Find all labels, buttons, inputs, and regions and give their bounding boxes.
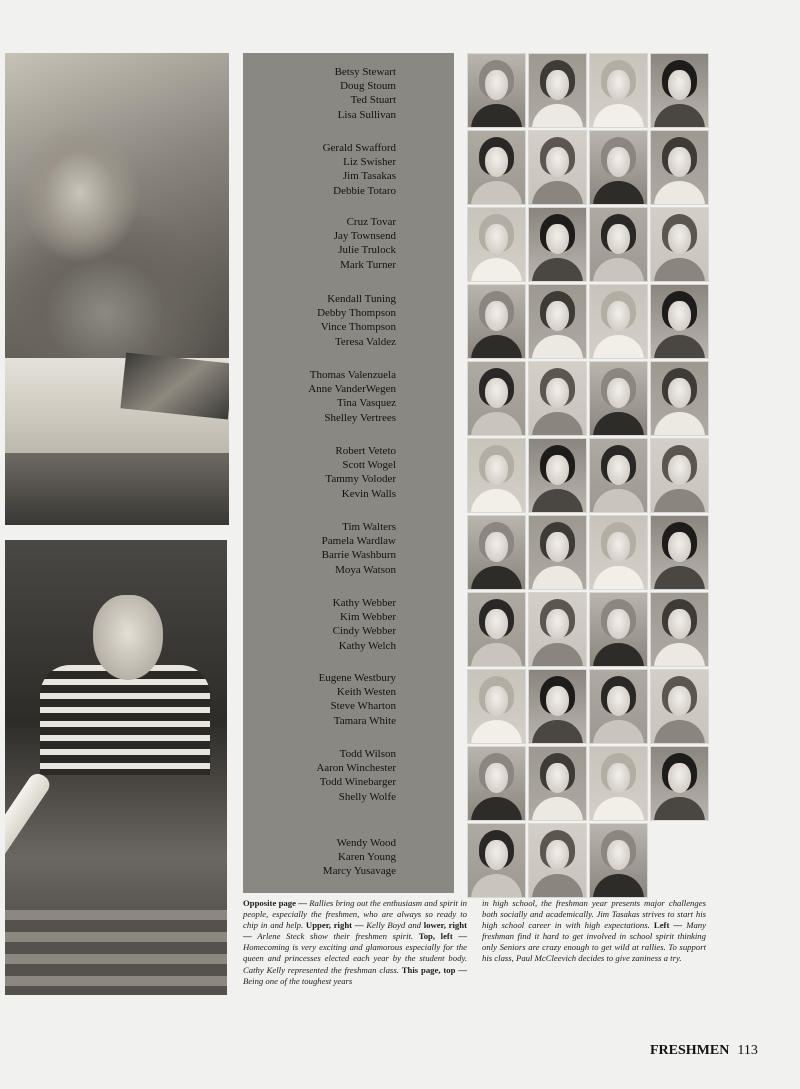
name-group — [333, 596, 396, 653]
student-name: Karen Young — [337, 851, 396, 864]
caption-lead: Opposite page — — [243, 898, 310, 908]
portrait-grid — [467, 53, 710, 893]
student-portrait — [650, 746, 709, 821]
student-name: Tina Vasquez — [337, 397, 396, 410]
caption-text: Homecoming is very exciting and glamorous especially for the queen and princesses elected each year by the student body. Cathy Kelly represented the freshman class. — [243, 942, 467, 975]
bench — [5, 910, 227, 995]
caption-text: Many freshman find it hard to get involved in school spirit thinking only Seniors are crazy enough to get wild at rallies. To support his class, Paul McCleevich decides to give zaniness a try. — [482, 920, 706, 964]
student-portrait — [589, 284, 648, 359]
name-group — [334, 215, 396, 272]
caption-text: Rallies bring out the enthusiasm and spirit in people, especially the freshmen, who are always so ready to chip in and help. — [243, 898, 467, 931]
name-group — [322, 520, 396, 577]
student-portrait — [650, 592, 709, 667]
striped-shirt — [40, 665, 210, 775]
student-name: Kim Webber — [339, 611, 396, 624]
student-name: Wendy Wood — [336, 837, 396, 849]
student-name: Betsy Stewart — [334, 66, 396, 78]
student-portrait — [528, 438, 587, 513]
student-portrait — [528, 53, 587, 128]
student-name: Shelley Vertrees — [324, 411, 396, 424]
caption-text: Being one of the toughest years — [243, 975, 353, 986]
student-name: Anne VanderWegen — [308, 383, 396, 396]
student-name: Shelly Wolfe — [338, 790, 396, 803]
student-name: Keith Westen — [336, 686, 396, 699]
floor — [5, 453, 229, 525]
student-name: Gerald Swafford — [322, 142, 396, 154]
student-name: Kendall Tuning — [327, 293, 396, 305]
caption-lead: Top, left — — [418, 931, 468, 942]
name-group — [316, 747, 396, 804]
name-group — [323, 836, 396, 879]
student-portrait — [650, 669, 709, 744]
student-portrait — [528, 284, 587, 359]
student-portrait — [467, 746, 526, 821]
student-name: Mark Turner — [340, 258, 396, 271]
student-portrait — [650, 207, 709, 282]
student-name: Teresa Valdez — [334, 335, 396, 348]
student-name: Debby Thompson — [317, 307, 396, 320]
caption-text: in high school, the freshman year presents major challenges both socially and academically. Jim Tasakas strives to start his high school career in with high expectations. — [482, 898, 706, 931]
book — [120, 353, 229, 420]
student-name: Cindy Webber — [332, 625, 396, 638]
page-number: 113 — [737, 1043, 758, 1058]
student-name: Jay Townsend — [333, 230, 396, 243]
classroom-photo — [5, 53, 229, 525]
name-group — [319, 671, 396, 728]
student-name: Julie Trulock — [338, 244, 396, 257]
section-title: FRESHMEN — [650, 1043, 730, 1058]
student-portrait — [467, 823, 526, 898]
student-name: Tim Walters — [342, 521, 396, 533]
student-portrait — [650, 438, 709, 513]
student-portrait — [528, 669, 587, 744]
student-portrait — [589, 207, 648, 282]
student-name: Vince Thompson — [320, 321, 396, 334]
student-name: Jim Tasakas — [342, 170, 396, 183]
student-portrait — [589, 130, 648, 205]
student-name: Robert Veteto — [335, 445, 396, 457]
student-name: Lisa Sullivan — [337, 108, 396, 121]
student-portrait — [589, 823, 648, 898]
student-portrait — [650, 361, 709, 436]
student-name: Kathy Webber — [332, 597, 396, 609]
bleachers-photo — [5, 540, 227, 995]
student-portrait — [528, 746, 587, 821]
student-portrait — [467, 669, 526, 744]
page-footer — [650, 1043, 770, 1061]
name-group — [325, 444, 396, 501]
name-group — [323, 141, 396, 198]
student-name: Ted Stuart — [350, 94, 396, 107]
student-portrait — [650, 515, 709, 590]
names-panel — [243, 53, 454, 893]
name-group — [317, 292, 396, 349]
student-portrait — [528, 823, 587, 898]
caption-column-right — [482, 898, 706, 965]
student-name: Kevin Walls — [341, 487, 396, 500]
student-portrait — [589, 53, 648, 128]
student-name: Kathy Welch — [338, 639, 396, 652]
student-portrait — [467, 361, 526, 436]
student-name: Tammy Voloder — [325, 473, 396, 486]
student-portrait — [589, 361, 648, 436]
student-portrait — [528, 592, 587, 667]
student-name: Todd Wilson — [339, 748, 396, 760]
student-portrait — [589, 438, 648, 513]
name-group — [308, 368, 396, 425]
student-name: Aaron Winchester — [316, 762, 396, 775]
student-name: Moya Watson — [335, 563, 396, 576]
student-portrait — [650, 53, 709, 128]
student-portrait — [467, 438, 526, 513]
student-portrait — [528, 515, 587, 590]
student-name: Tamara White — [333, 714, 396, 727]
student-name: Debbie Totaro — [333, 184, 396, 197]
student-portrait — [528, 130, 587, 205]
caption-lead: This page, top — — [401, 964, 467, 975]
name-group — [335, 65, 396, 122]
student-face — [93, 595, 163, 680]
student-name: Pamela Wardlaw — [321, 535, 396, 548]
student-name: Cruz Tovar — [346, 216, 396, 228]
student-name: Barrie Washburn — [321, 549, 396, 562]
student-portrait — [528, 361, 587, 436]
student-name: Steve Wharton — [330, 700, 396, 713]
student-portrait — [650, 130, 709, 205]
student-portrait — [467, 130, 526, 205]
student-name: Eugene Westbury — [318, 672, 396, 684]
student-portrait — [589, 515, 648, 590]
student-portrait — [589, 669, 648, 744]
student-portrait — [467, 207, 526, 282]
student-name: Liz Swisher — [343, 156, 396, 169]
caption-column-left — [243, 898, 467, 987]
student-name: Marcy Yusavage — [322, 865, 396, 878]
student-portrait — [467, 592, 526, 667]
caption-text: Kelly Boyd and — [366, 920, 424, 931]
student-portrait — [528, 207, 587, 282]
caption-text: Arlene Steck show their freshmen spirit. — [257, 931, 419, 942]
caption-lead: lower, right — — [243, 920, 467, 942]
student-name: Todd Winebarger — [319, 776, 396, 789]
student-name: Scott Wogel — [342, 459, 396, 472]
student-portrait — [467, 284, 526, 359]
student-name: Thomas Valenzuela — [309, 369, 396, 381]
photo-caption — [243, 898, 706, 990]
student-portrait — [467, 515, 526, 590]
caption-lead: Left — — [653, 920, 687, 931]
student-portrait — [589, 746, 648, 821]
student-portrait — [650, 284, 709, 359]
student-portrait — [467, 53, 526, 128]
caption-lead: Upper, right — — [305, 920, 367, 931]
student-portrait — [589, 592, 648, 667]
student-name: Doug Stoum — [340, 80, 396, 93]
